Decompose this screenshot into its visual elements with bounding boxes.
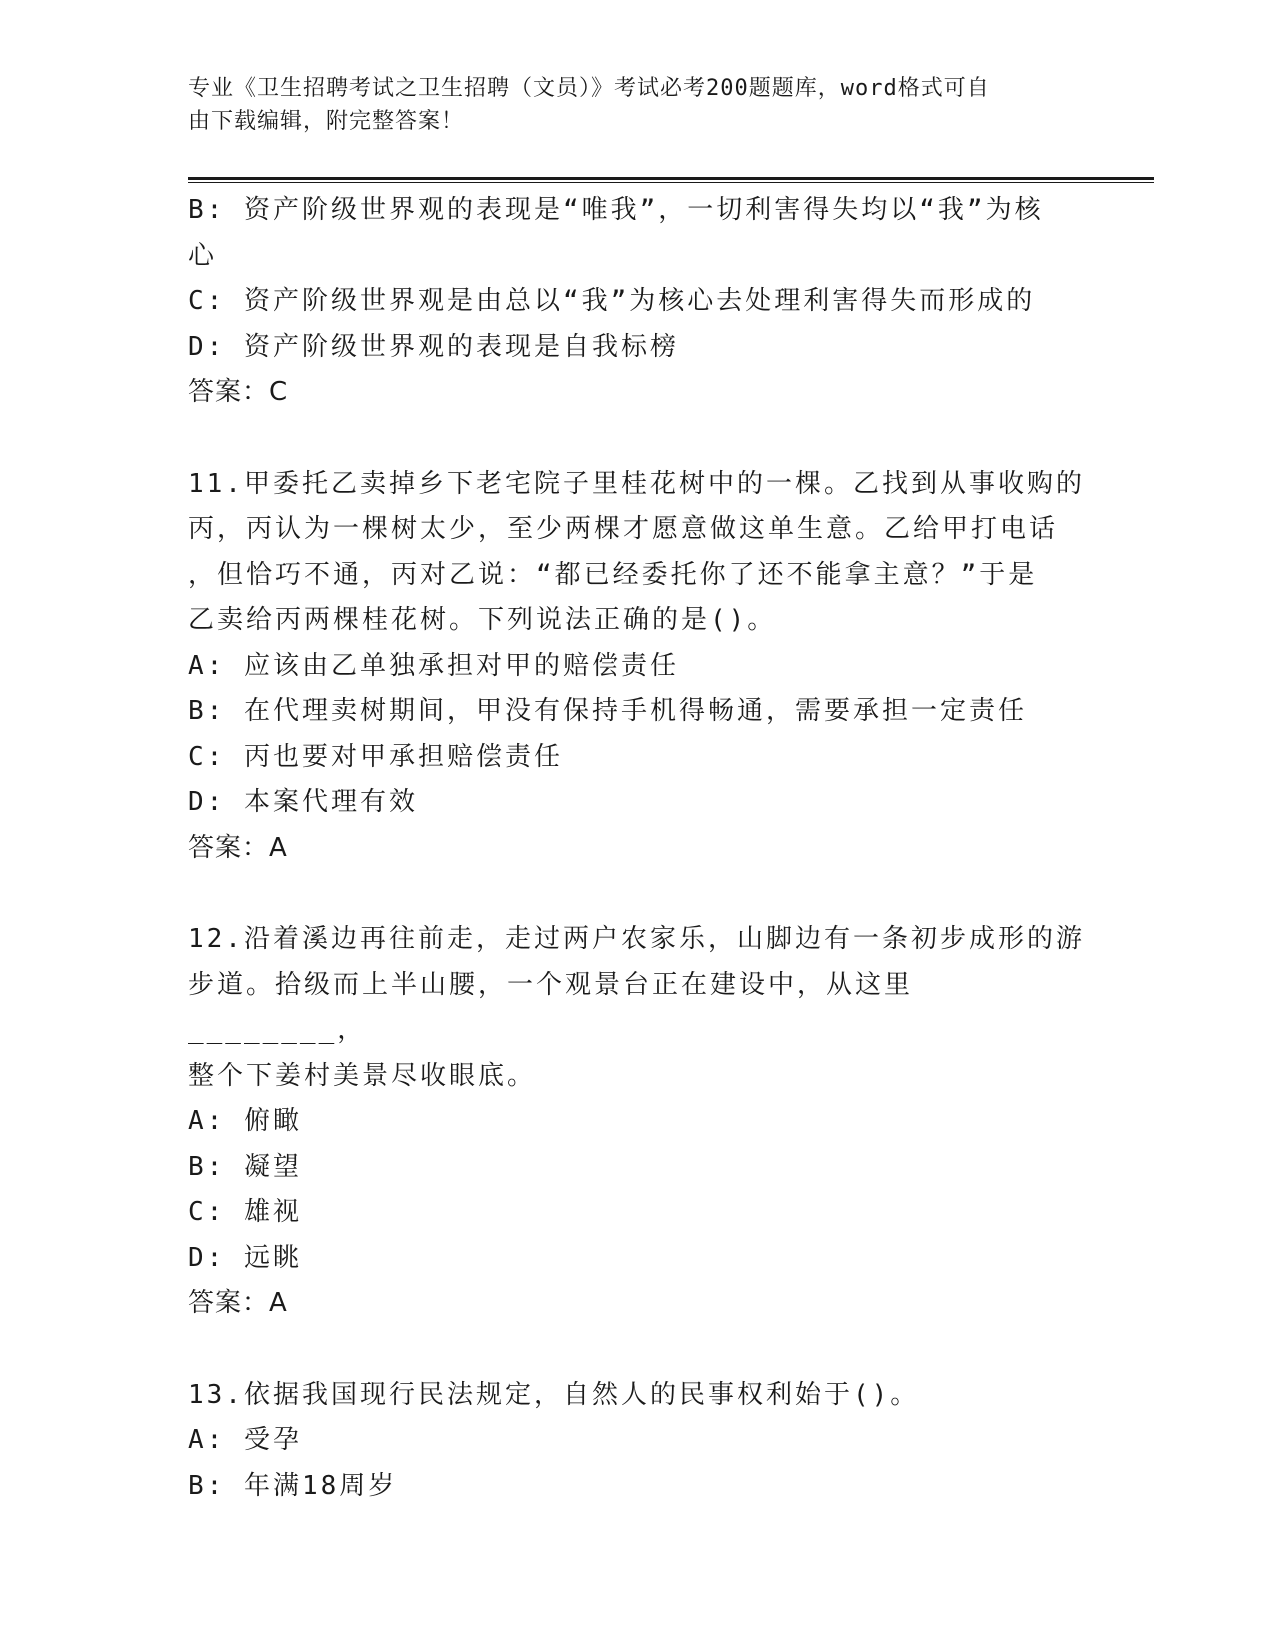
q10-option-b-line-1: B: 资产阶级世界观的表现是“唯我”，一切利害得失均以“我”为核 [188, 195, 1044, 225]
q10-answer: 答案：C [188, 377, 289, 407]
q12-option-c: C: 雄视 [188, 1197, 302, 1227]
q11-option-a: A: 应该由乙单独承担对甲的赔偿责任 [188, 650, 679, 681]
q13-option-a: A: 受孕 [188, 1425, 302, 1455]
q10-option-b-line-2: 心 [188, 240, 218, 271]
spacer [188, 416, 1088, 462]
q11-option-b: B: 在代理卖树期间，甲没有保持手机得畅通，需要承担一定责任 [188, 696, 1027, 726]
header-divider-thin [188, 182, 1154, 183]
q10-option-d: D: 资产阶级世界观的表现是自我标榜 [188, 331, 679, 362]
q11-stem-line-4: 乙卖给丙两棵桂花树。下列说法正确的是()。 [188, 605, 777, 635]
q10-option-c: C: 资产阶级世界观是由总以“我”为核心去处理利害得失而形成的 [188, 286, 1036, 316]
header-divider-thick [188, 177, 1154, 180]
spacer [188, 1327, 1088, 1373]
q11-answer: 答案：A [188, 832, 288, 863]
q12-stem-line-3: 整个下姜村美景尽收眼底。 [188, 1060, 537, 1091]
q11-option-d: D: 本案代理有效 [188, 787, 418, 817]
q13-option-b: B: 年满18周岁 [188, 1470, 398, 1501]
header-title-line-1: 专业《卫生招聘考试之卫生招聘（文员）》考试必考200题题库，word格式可自 [188, 76, 990, 101]
q12-option-b: B: 凝望 [188, 1151, 302, 1182]
document-header [188, 72, 1078, 138]
q12-option-a: A: 俯瞰 [188, 1106, 302, 1136]
q11-stem-line-2: 丙，丙认为一棵树太少，至少两棵才愿意做这单生意。乙给甲打电话 [188, 514, 1059, 544]
question-10-block [188, 188, 1088, 416]
spacer [188, 871, 1088, 917]
q12-stem-line-1: 12.沿着溪边再往前走，走过两户农家乐，山脚边有一条初步成形的游 [188, 924, 1085, 954]
question-12-block [188, 917, 1088, 1327]
q11-stem-line-3: ，但恰巧不通，丙对乙说：“都已经委托你了还不能拿主意？”于是 [188, 559, 1038, 590]
question-11-block [188, 462, 1088, 872]
question-content [188, 188, 1088, 1509]
q11-stem-line-1: 11.甲委托乙卖掉乡下老宅院子里桂花树中的一棵。乙找到从事收购的 [188, 468, 1085, 499]
q13-stem-line-1: 13.依据我国现行民法规定，自然人的民事权利始于()。 [188, 1379, 920, 1410]
q12-option-d: D: 远眺 [188, 1242, 302, 1273]
question-13-block [188, 1373, 1088, 1510]
q12-answer: 答案：A [188, 1288, 288, 1318]
header-title-line-2: 由下载编辑，附完整答案！ [188, 109, 465, 134]
q11-option-c: C: 丙也要对甲承担赔偿责任 [188, 741, 563, 772]
q12-stem-line-2: 步道。拾级而上半山腰，一个观景台正在建设中，从这里________， [188, 969, 914, 1045]
